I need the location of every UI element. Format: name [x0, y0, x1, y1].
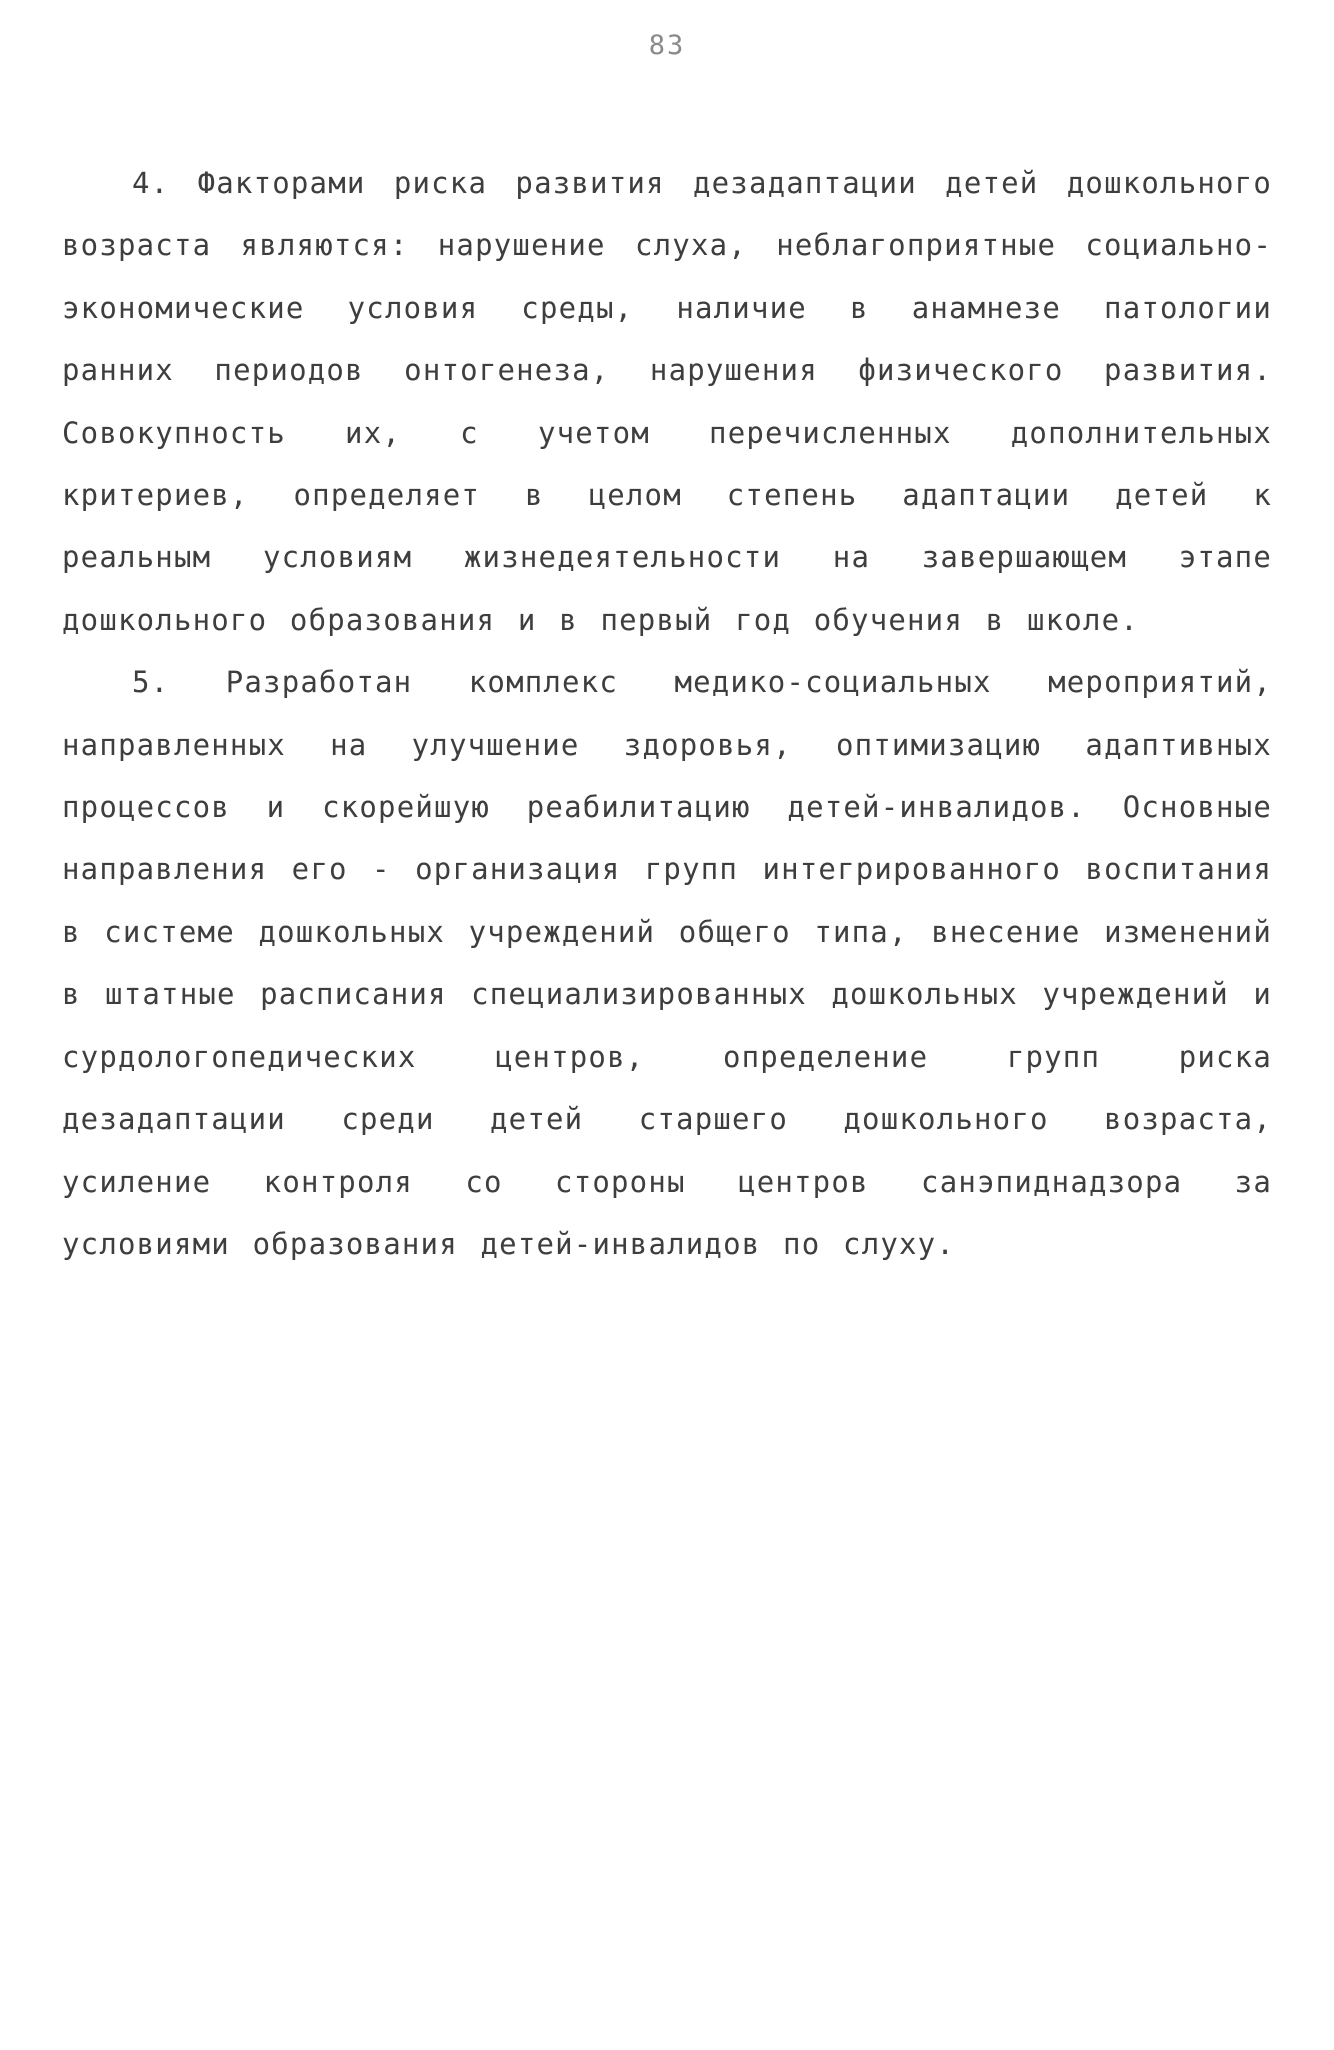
page-number: 83 [648, 30, 686, 61]
paragraph-4-risk-factors: 4. Факторами риска развития дезадаптации детей дошкольного возраста являются: нарушение слуха, неблагоприятные социально-экономические условия среды, наличие в анамнезе патологии ранних периодов онтогенеза, нарушения физического развития. Совокупность их, с учетом перечисленных дополнительных критериев, определяет в целом степень адаптации детей к реальным условиям жизнедеятельности на завершающем этапе дошкольного образования и в первый год обучения в школе. [62, 166, 1272, 637]
body-text [62, 152, 1272, 1275]
paragraph-5-rehabilitation-measures: 5. Разработан комплекс медико-социальных мероприятий, направленных на улучшение здоровья, оптимизацию адаптивных процессов и скорейшую реабилитацию детей-инвалидов. Основные направления его - организация групп интегрированного воспитания в системе дошкольных учреждений общего типа, внесение изменений в штатные расписания специализированных дошкольных учреждений и сурдологопедических центров, определение групп риска дезадаптации среди детей старшего дошкольного возраста, усиление контроля со стороны центров санэпиднадзора за условиями образования детей-инвалидов по слуху. [62, 665, 1272, 1261]
